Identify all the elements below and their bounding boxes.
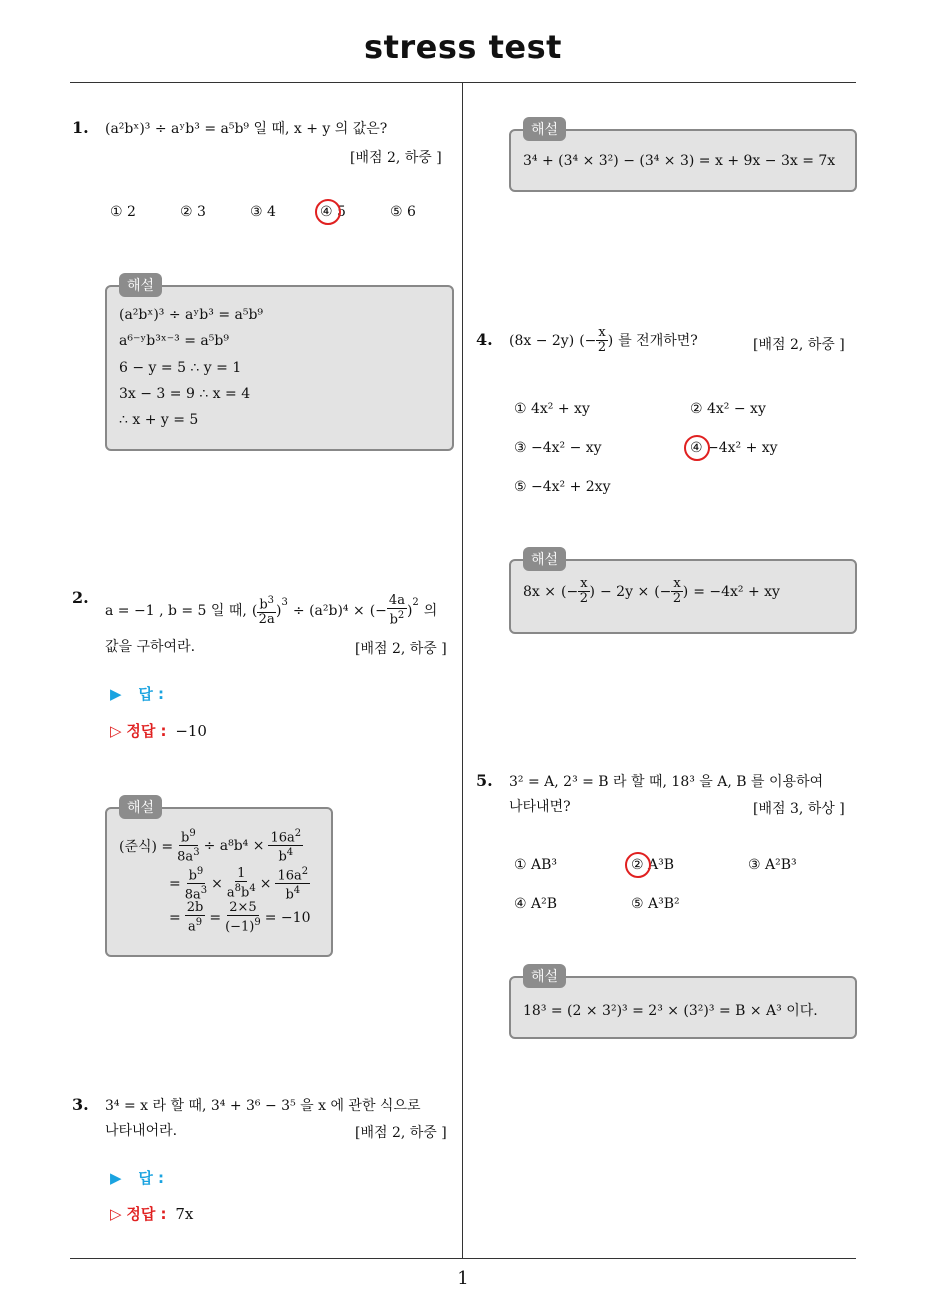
q5-text: 3² = A, 2³ = B 라 할 때, 18³ 을 A, B 를 이용하여 xyxy=(509,774,824,790)
q2-text-line2: 값을 구하여라. xyxy=(105,639,196,655)
q2-solution-text: × xyxy=(259,875,272,892)
q2-text-part: ÷ (a²b)⁴ × xyxy=(292,602,365,619)
correct-label: 정답 : xyxy=(126,1205,167,1223)
q4-solution-fraction-group: (− $\frac{x}{2}$ ) xyxy=(560,576,595,606)
selected-answer-circle xyxy=(315,199,341,225)
q5-meta: [배점 3, 하상 ] xyxy=(753,801,845,817)
q2-solution-text: = xyxy=(169,875,181,892)
q2-solution-text: ÷ a⁸b⁴ × xyxy=(203,837,265,854)
q1-solution-line: 3x − 3 = 9 ∴ x = 4 xyxy=(119,386,251,402)
q2-solution-row-3 xyxy=(169,901,310,934)
q2-number: 2. xyxy=(72,588,89,607)
q2-solution-fraction: $\frac{16a^2}{b^4}$ xyxy=(277,866,309,903)
play-icon: ▶ xyxy=(110,685,122,703)
q3-answer-row xyxy=(110,1167,164,1188)
q2-text xyxy=(105,594,457,627)
q4-solution-text: = −4x² + xy xyxy=(693,583,780,600)
q3-solution-tag: 해설 xyxy=(523,117,566,141)
q5-option-1[interactable]: ① AB³ xyxy=(514,857,558,873)
page-number: 1 xyxy=(457,1268,469,1289)
play-icon: ▶ xyxy=(110,1169,122,1187)
q2-solution-row-2 xyxy=(169,865,310,903)
q5-option-5[interactable]: ⑤ A³B² xyxy=(631,896,680,912)
q5-solution-tag: 해설 xyxy=(523,964,566,988)
q1-option-3[interactable]: ③ 4 xyxy=(250,204,276,220)
q4-text xyxy=(509,326,698,355)
q4-solution-fraction: $\frac{x}{2}$ xyxy=(579,576,588,606)
q1-solution-box xyxy=(105,285,454,451)
q3-text-line2: 나타내어라. xyxy=(105,1123,178,1139)
q3-solution-line: 3⁴ + (3⁴ × 3²) − (3⁴ × 3) = x + 9x − 3x = 7x xyxy=(523,153,836,169)
q4-option-2[interactable]: ② 4x² − xy xyxy=(690,401,766,417)
q4-option-5[interactable]: ⑤ −4x² + 2xy xyxy=(514,479,611,495)
q1-solution-tag: 해설 xyxy=(119,273,162,297)
q4-solution-line xyxy=(523,577,780,606)
q2-meta: [배점 2, 하중 ] xyxy=(355,641,447,657)
column-divider xyxy=(462,83,463,1258)
q3-number: 3. xyxy=(72,1095,89,1114)
q1-solution-line: ∴ x + y = 5 xyxy=(119,412,199,428)
q2-solution-fraction: $\frac{2b}{a^9}$ xyxy=(186,900,204,935)
page-title: stress test xyxy=(364,28,562,66)
q1-number: 1. xyxy=(72,118,89,137)
q2-correct-answer: −10 xyxy=(175,722,207,740)
q4-meta: [배점 2, 하중 ] xyxy=(753,337,845,353)
q3-correct-answer: 7x xyxy=(175,1205,194,1223)
q1-option-4[interactable]: ④ 5 xyxy=(320,204,346,220)
q4-solution-fraction: $\frac{x}{2}$ xyxy=(672,576,682,606)
q4-text-part: 를 전개하면? xyxy=(618,332,698,349)
q5-text-line2: 나타내면? xyxy=(509,799,571,815)
q2-solution-fraction: $\frac{16a^2}{b^4}$ xyxy=(270,828,302,865)
selected-answer-circle xyxy=(684,435,710,461)
q5-option-2[interactable]: ② A³B xyxy=(631,857,675,873)
outline-play-icon: ▷ xyxy=(110,1205,122,1223)
q3-text: 3⁴ = x 라 할 때, 3⁴ + 3⁶ − 3⁵ 을 x 에 관한 식으로 xyxy=(105,1098,421,1114)
q5-number: 5. xyxy=(476,771,493,790)
selected-answer-circle xyxy=(625,852,651,878)
q2-fraction: $\frac{4a}{b^2}$ xyxy=(388,593,405,628)
answer-label: 답 : xyxy=(138,685,165,703)
q4-number: 4. xyxy=(476,330,493,349)
q2-correct-row xyxy=(110,720,207,741)
header-rule xyxy=(70,82,856,83)
q4-solution-text: − 2y × xyxy=(600,583,650,600)
q1-meta: [배점 2, 하중 ] xyxy=(350,150,442,166)
q2-solution-tag: 해설 xyxy=(119,795,162,819)
q4-solution-fraction-group: (− $\frac{x}{2}$ ) xyxy=(654,576,689,606)
q5-option-4[interactable]: ④ A²B xyxy=(514,896,558,912)
q4-option-1[interactable]: ① 4x² + xy xyxy=(514,401,590,417)
q2-solution-text: = xyxy=(169,909,181,926)
q1-solution-line: (a²bˣ)³ ÷ aʸb³ = a⁵b⁹ xyxy=(119,307,264,323)
q2-solution-text: = xyxy=(209,909,222,926)
q1-solution-line: a⁶⁻ʸb³ˣ⁻³ = a⁵b⁹ xyxy=(119,333,229,349)
q2-fraction-group: ( $\frac{b^3}{2a}$ ) $^3$ xyxy=(251,595,288,628)
q2-fraction: $\frac{b^3}{2a}$ xyxy=(258,595,275,628)
q2-text-part: 의 xyxy=(423,602,438,619)
q2-solution-fraction: $\frac{2\times 5}{(-1)^9}$ xyxy=(225,900,261,935)
q1-option-2[interactable]: ② 3 xyxy=(180,204,206,220)
outline-play-icon: ▷ xyxy=(110,722,122,740)
q5-solution-line: 18³ = (2 × 3²)³ = 2³ × (3²)³ = B × A³ 이다. xyxy=(523,1003,818,1019)
q2-solution-row-1 xyxy=(119,827,303,865)
q2-solution-fraction: $\frac{b^9}{8a^3}$ xyxy=(177,828,200,865)
q4-text-part: (8x − 2y) xyxy=(509,332,575,349)
q2-text-part: a = −1 , b = 5 일 때, xyxy=(105,602,247,619)
q2-solution-box xyxy=(105,807,333,957)
q4-solution-text: 8x × xyxy=(523,583,556,600)
q2-solution-text: × xyxy=(211,875,223,892)
q2-fraction-group: (− $\frac{4a}{b^2}$ ) $^2$ xyxy=(369,593,419,628)
q2-solution-fraction: $\frac{1}{a^8b^4}$ xyxy=(226,866,256,901)
q1-text: (a²bˣ)³ ÷ aʸb³ = a⁵b⁹ 일 때, x + y 의 값은? xyxy=(105,121,388,137)
q1-option-5[interactable]: ⑤ 6 xyxy=(390,204,416,220)
footer-rule xyxy=(70,1258,856,1259)
correct-label: 정답 : xyxy=(126,722,167,740)
q2-solution-text: = −10 xyxy=(264,909,311,926)
q4-fraction-group: (− $\frac{x}{2}$ ) xyxy=(579,325,614,355)
q3-correct-row xyxy=(110,1203,193,1224)
answer-label: 답 : xyxy=(138,1169,165,1187)
q2-solution-text: (준식) = xyxy=(119,838,174,855)
q4-fraction: $\frac{x}{2}$ xyxy=(597,325,607,355)
q2-solution-fraction: $\frac{b^9}{8a^3}$ xyxy=(184,866,208,903)
q5-option-3[interactable]: ③ A²B³ xyxy=(748,857,797,873)
q2-answer-row xyxy=(110,683,164,704)
q4-option-3[interactable]: ③ −4x² − xy xyxy=(514,440,602,456)
q4-solution-tag: 해설 xyxy=(523,547,566,571)
q3-meta: [배점 2, 하중 ] xyxy=(355,1125,447,1141)
q1-solution-line: 6 − y = 5 ∴ y = 1 xyxy=(119,360,242,376)
q4-option-4[interactable]: ④ −4x² + xy xyxy=(690,440,778,456)
q1-option-1[interactable]: ① 2 xyxy=(110,204,136,220)
